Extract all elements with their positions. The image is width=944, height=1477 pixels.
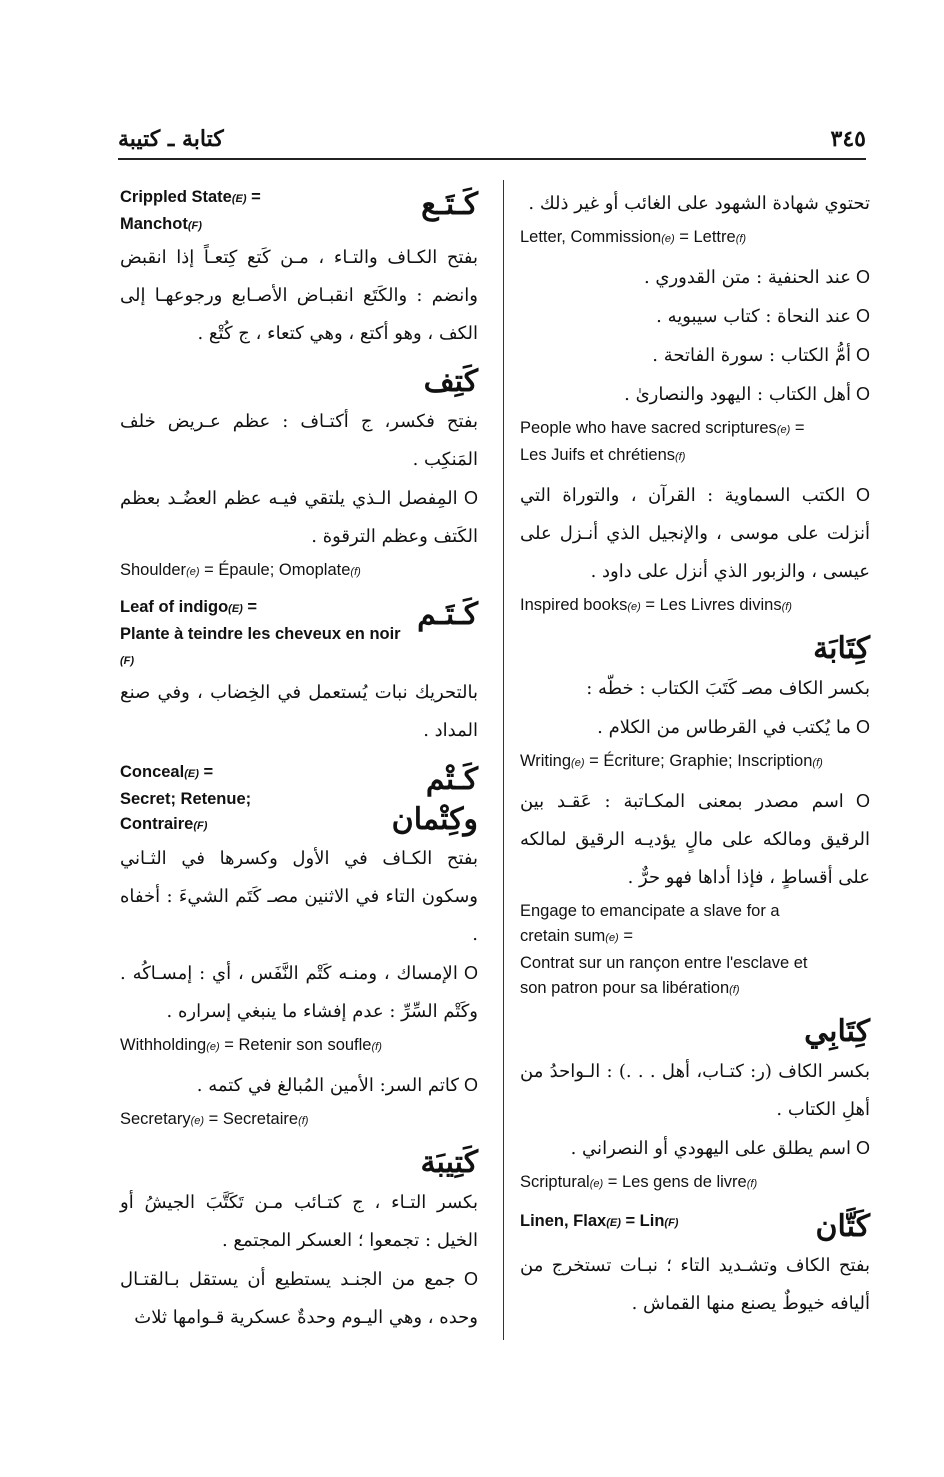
headword-kitaba: كِتَابَة (813, 631, 870, 666)
headword-kata: كَـتَـع (421, 187, 478, 222)
intro-text: تحتوي شهادة الشهود على الغائب أو غير ذلك . (528, 193, 870, 214)
gloss-inspired-books: Inspired books(e) = Les Livres divins(f) (520, 596, 792, 614)
headword-kattan: كَتَّان (815, 1209, 870, 1244)
gloss-shoulder: Shoulder(e) = Épaule; Omoplate(f) (120, 561, 361, 579)
definition: بكسر الكاف (ر: كتـاب، أهل . . .) : الـواحدُ من أهلِ الكتاب . (520, 1061, 870, 1120)
gloss-scriptural: Scriptural(e) = Les gens de livre(f) (520, 1173, 758, 1191)
definition: بفتح الكاف وتشـديد التاء ؛ نبـات تستخرج من أليافه خيوطٌ يصنع منها القماش . (520, 1255, 870, 1314)
list-item: O اسم يطلق على اليهودي أو النصراني . (520, 1129, 870, 1168)
running-head: كتابة ـ كتيبة (118, 126, 224, 152)
page-header (118, 112, 866, 160)
gloss-indigo: Leaf of indigo(E) = (120, 598, 258, 616)
list-item: O كاتم السر: الأمين المُبالغ في كتمه . (120, 1066, 478, 1105)
list-item: O أهل الكتاب : اليهود والنصارىٰ . (520, 375, 870, 414)
entry-head-katam (120, 595, 478, 674)
gloss-linen: Linen, Flax(E) = Lin(F) (520, 1212, 679, 1230)
entry-head-kata (120, 185, 478, 239)
gloss-manchot: Manchot(F) (120, 215, 202, 233)
gloss-crippled: Crippled State(E) = (120, 188, 261, 206)
list-item: O عند الحنفية : متن القدوري . (520, 258, 870, 297)
column-divider (503, 180, 504, 1340)
gloss-plante: Plante à teindre les cheveux en noir (F) (120, 625, 401, 667)
definition: بفتح فكسر، ج أكتـاف : عظم عـريض خلف المَنكِب . (120, 411, 478, 470)
headword-katiba: كَتِيبَة (420, 1145, 478, 1180)
list-item: O الكتب السماوية : القرآن ، والتوراة التي أنزلت على موسى ، والإنجيل الذي أنـزل على عيسى ، والزبور الذي أنزل على داود . (520, 476, 870, 591)
gloss-conceal: Conceal(E) = (120, 763, 214, 781)
gloss-secretary: Secretary(e) = Secretaire(f) (120, 1110, 309, 1128)
list-item: O المِفصل الـذي يلتقي فيـه عظم العضُـد بعظم الكَتف وعظم الترقوة . (120, 479, 478, 556)
gloss-emancipate: Engage to emancipate a slave for a cretain sum(e) = Contrat sur un rançon entre l'esclave et son patron pour sa libération(f) (520, 902, 808, 997)
gloss-withholding: Withholding(e) = Retenir son soufle(f) (120, 1036, 382, 1054)
list-item: O جمع من الجنـد يستطيع أن يستقل بـالقتـال وحده ، وهي اليـوم وحدةٌ عسكرية قـوامها ثلاث (120, 1260, 478, 1337)
headword-kitabi: كِتَابِي (804, 1014, 870, 1049)
definition: بكسر الكاف مصـ كَتَبَ الكتاب : خطّه : (586, 678, 870, 699)
gloss-people-scriptures: People who have sacred scriptures(e) = Les Juifs et chrétiens(f) (520, 419, 805, 464)
headword-katm: كَـتْم وكِتْمان (391, 762, 478, 837)
left-column (120, 185, 478, 1337)
right-column (520, 185, 870, 1323)
page-number: ٣٤٥ (830, 126, 866, 152)
list-item: O أمُّ الكتاب : سورة الفاتحة . (520, 336, 870, 375)
definition: بفتح الكـاف في الأول وكسرها في الثـاني وسكون التاء في الاثنين مصـ كَتَم الشيءَ : أخفاه . (120, 848, 478, 945)
entry-head-katm (120, 760, 478, 840)
entry-head-kattan (520, 1207, 870, 1247)
list-item: O الإمساك ، ومنـه كَتْم النَّفَس ، أي : إمسـاكُه . وكَتْم السِّرِّ : عدم إفشاء ما ينبغي إسراره . (120, 954, 478, 1031)
list-item: O عند النحاة : كتاب سيبويه . (520, 297, 870, 336)
list-item: O ما يُكتب في القرطاس من الكلام . (520, 708, 870, 747)
list-item: O اسم مصدر بمعنى المكـاتبة : عَقـد بين الرقيق ومالكه على مالٍ يؤديـه الرقيق لمالكه على أقساطٍ ، فإذا أداها فهو حرٌّ . (520, 782, 870, 897)
headword-katif: كَتِف (423, 364, 478, 399)
gloss-letter: Letter, Commission(e) = Lettre(f) (520, 228, 747, 246)
headword-katam: كَـتَـم (417, 597, 478, 632)
definition: بكسر التـاء ، ج كتـائب مـن تَكَتَّبَ الجيشُ أو الخيل : تجمعوا ؛ العسكر المجتمع . (120, 1192, 478, 1251)
definition: بالتحريك نبات يُستعمل في الخِضاب ، وفي صنع المداد . (120, 682, 478, 741)
gloss-secret: Secret; Retenue; Contraire(F) (120, 790, 252, 833)
definition: بفتح الكـاف والتـاء ، مـن كَتع كِتعـاً إذا انقبض وانضم : والكَتَع انقبـاض الأصـابع ورجوعهـا إلى الكف ، وهو أكتع ، وهي كتعاء ، ج كُتْع . (120, 247, 478, 344)
gloss-writing: Writing(e) = Écriture; Graphie; Inscription(f) (520, 752, 823, 770)
